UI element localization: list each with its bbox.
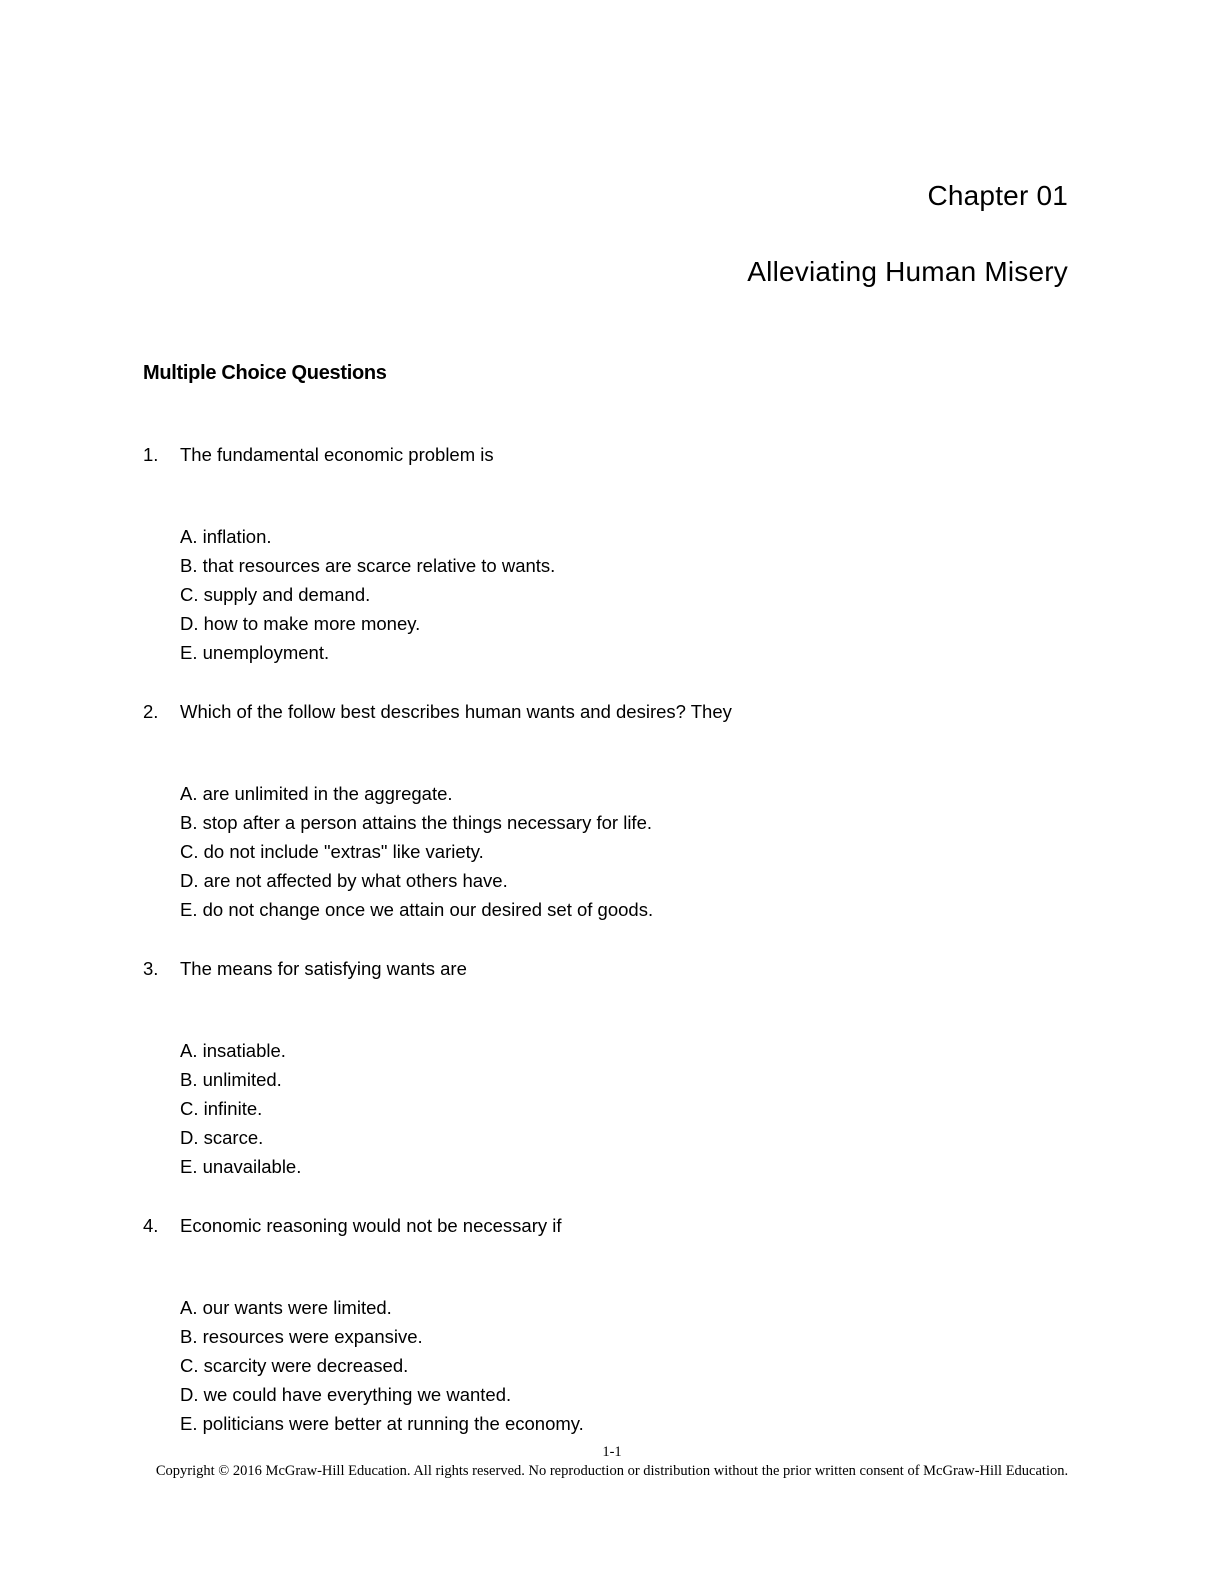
- answer-option: C. do not include "extras" like variety.: [180, 841, 484, 862]
- question-number: 4.: [143, 1215, 159, 1236]
- answer-option: A. insatiable.: [180, 1040, 286, 1061]
- question: [143, 1213, 1083, 1438]
- page-number: 1-1: [602, 1444, 622, 1460]
- question: [143, 956, 1083, 1181]
- question-number: 3.: [143, 958, 159, 979]
- question-text: The means for satisfying wants are: [180, 958, 467, 979]
- answer-option: C. supply and demand.: [180, 584, 371, 605]
- answer-options: [180, 1293, 1083, 1438]
- answer-option: D. we could have everything we wanted.: [180, 1384, 512, 1405]
- answer-options: [180, 522, 1083, 667]
- chapter-heading: Chapter 01: [927, 180, 1068, 211]
- answer-option: A. are unlimited in the aggregate.: [180, 783, 453, 804]
- question-stem: [143, 442, 1083, 468]
- answer-option: A. inflation.: [180, 526, 272, 547]
- question-list: [143, 442, 1083, 1470]
- section-title: Multiple Choice Questions: [143, 362, 387, 384]
- question: [143, 699, 1083, 924]
- question-text: The fundamental economic problem is: [180, 444, 494, 465]
- page-footer: [0, 1443, 1224, 1481]
- question-number: 2.: [143, 701, 159, 722]
- question-text: Which of the follow best describes human wants and desires? They: [180, 701, 732, 722]
- answer-option: D. are not affected by what others have.: [180, 870, 508, 891]
- answer-option: C. infinite.: [180, 1098, 263, 1119]
- question-text: Economic reasoning would not be necessary if: [180, 1215, 562, 1236]
- question-stem: [143, 956, 1083, 982]
- question: [143, 442, 1083, 667]
- answer-option: E. politicians were better at running the economy.: [180, 1413, 584, 1434]
- answer-option: B. that resources are scarce relative to wants.: [180, 555, 556, 576]
- chapter-title: Alleviating Human Misery: [747, 256, 1068, 287]
- answer-option: C. scarcity were decreased.: [180, 1355, 409, 1376]
- answer-option: D. scarce.: [180, 1127, 264, 1148]
- answer-option: E. unemployment.: [180, 642, 330, 663]
- answer-option: D. how to make more money.: [180, 613, 421, 634]
- answer-options: [180, 779, 1083, 924]
- answer-option: A. our wants were limited.: [180, 1297, 392, 1318]
- question-stem: [143, 699, 1083, 725]
- answer-option: B. resources were expansive.: [180, 1326, 423, 1347]
- answer-option: B. stop after a person attains the things necessary for life.: [180, 812, 653, 833]
- question-stem: [143, 1213, 1083, 1239]
- answer-options: [180, 1036, 1083, 1181]
- answer-option: B. unlimited.: [180, 1069, 282, 1090]
- question-number: 1.: [143, 444, 159, 465]
- copyright-notice: Copyright © 2016 McGraw-Hill Education. All rights reserved. No reproduction or distribution without the prior written consent of McGraw-Hill Education.: [155, 1463, 1069, 1479]
- answer-option: E. do not change once we attain our desired set of goods.: [180, 899, 654, 920]
- answer-option: E. unavailable.: [180, 1156, 302, 1177]
